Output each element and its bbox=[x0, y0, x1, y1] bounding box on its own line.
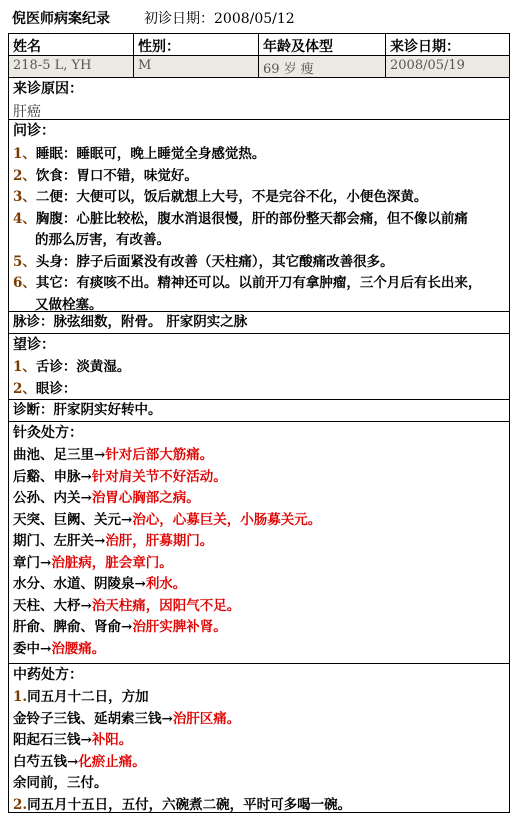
inquiry-item: 4、胸腹：心脏比较松，腹水消退很慢，肝的部份整天都会痛，但不像以前痛 bbox=[13, 210, 468, 227]
observation-item: 1、舌诊：淡黄湿。 bbox=[13, 359, 131, 375]
acupuncture-item: 曲池、足三里→针对后部大筋痛。 bbox=[13, 447, 214, 463]
observation-section bbox=[9, 334, 509, 400]
age-header: 年龄及体型 bbox=[259, 34, 386, 55]
arrow-icon: → bbox=[80, 732, 92, 748]
herb-item: 金铃子三钱、延胡索三钱→治肝区痛。 bbox=[13, 710, 241, 727]
arrow-icon: → bbox=[80, 490, 92, 506]
acupuncture-item: 水分、水道、阴陵泉→利水。 bbox=[13, 576, 187, 592]
arrow-icon: → bbox=[121, 511, 133, 528]
arrow-icon: → bbox=[134, 576, 146, 592]
acupuncture-item: 章门→治脏病，脏会章门。 bbox=[13, 554, 173, 571]
arrow-icon: → bbox=[94, 533, 106, 549]
patient-id: 218-5 L, YH bbox=[9, 56, 134, 77]
inquiry-label: 问诊： bbox=[13, 123, 55, 139]
arrow-icon: → bbox=[40, 554, 52, 571]
inquiry-item: 6、其它：有痰咳不出。精神还可以。以前开刀有拿肿瘤，三个月后有长出来， bbox=[13, 275, 482, 291]
observation-label: 望诊： bbox=[13, 337, 55, 353]
arrow-icon: → bbox=[80, 597, 92, 614]
arrow-icon: → bbox=[121, 619, 133, 635]
inquiry-item: 5、头身：脖子后面紧没有改善（天柱痛），其它酸痛改善很多。 bbox=[13, 253, 394, 270]
arrow-icon: → bbox=[94, 447, 106, 463]
arrow-icon: → bbox=[40, 640, 52, 657]
inquiry-item: 2、饮食：胃口不错，味觉好。 bbox=[13, 167, 198, 184]
record-table bbox=[8, 33, 510, 813]
acupuncture-item: 期门、左肝关→治肝，肝募期门。 bbox=[13, 533, 214, 549]
reason-value: 肝癌 bbox=[13, 104, 41, 120]
herb-item: 1.同五月十二日，方加 bbox=[13, 689, 149, 705]
diagnosis-section bbox=[9, 400, 509, 422]
patient-age: 69 岁 瘦 bbox=[259, 56, 386, 77]
pulse-text: 脉诊：脉弦细数，附骨。 肝家阴实之脉 bbox=[13, 314, 248, 330]
acupuncture-item: 公孙、内关→治胃心胸部之病。 bbox=[13, 490, 200, 506]
acupuncture-item: 委中→治腰痛。 bbox=[13, 640, 106, 657]
herbs-section bbox=[9, 664, 509, 814]
diagnosis-text: 诊断：肝家阴实好转中。 bbox=[13, 402, 162, 418]
arrow-icon: → bbox=[67, 753, 79, 770]
herb-item: 2.同五月十五日，五付，六碗煮二碗，平时可多喝一碗。 bbox=[13, 796, 352, 813]
herb-item: 白芍五钱→化瘀止痛。 bbox=[13, 753, 146, 770]
first-visit-date: 2008/05/12 bbox=[214, 11, 295, 27]
patient-values-row bbox=[9, 56, 509, 78]
pulse-section bbox=[9, 312, 509, 334]
acupuncture-item: 天突、巨阙、关元→治心，心募巨关，小肠募关元。 bbox=[13, 511, 322, 528]
acupuncture-label: 针灸处方： bbox=[13, 425, 83, 441]
visit-date: 2008/05/19 bbox=[390, 58, 465, 73]
acupuncture-item: 肝俞、脾俞、肾俞→治肝实脾补肾。 bbox=[13, 619, 227, 635]
first-visit-label: 初诊日期： bbox=[144, 11, 214, 27]
herb-item: 余同前，三付。 bbox=[13, 775, 108, 791]
acupuncture-section bbox=[9, 422, 509, 664]
name-header: 姓名 bbox=[9, 34, 134, 55]
inquiry-item: 1、睡眠：睡眠可，晚上睡觉全身感觉热。 bbox=[13, 146, 266, 162]
reason-label: 来诊原因： bbox=[13, 81, 83, 97]
sex-header: 性别： bbox=[134, 34, 259, 55]
record-title-bar bbox=[12, 8, 295, 28]
arrow-icon: → bbox=[80, 468, 92, 485]
inquiry-item-continued: 的那么厉害，有改善。 bbox=[35, 232, 170, 248]
inquiry-item: 3、二便：大便可以，饭后就想上大号，不是完谷不化，小便色深黄。 bbox=[13, 189, 428, 205]
patient-header-row bbox=[9, 34, 509, 56]
herbs-label: 中药处方： bbox=[13, 667, 83, 683]
visit-date-header: 来诊日期： bbox=[390, 39, 460, 55]
record-title: 倪医师病案纪录 bbox=[12, 11, 110, 27]
observation-item: 2、眼诊： bbox=[13, 380, 77, 397]
arrow-icon: → bbox=[161, 710, 173, 727]
inquiry-item-continued: 又做栓塞。 bbox=[35, 296, 103, 313]
herb-item: 阳起石三钱→补阳。 bbox=[13, 732, 133, 748]
acupuncture-item: 天柱、大杼→治天柱痛，因阳气不足。 bbox=[13, 597, 241, 614]
reason-section bbox=[9, 78, 509, 120]
inquiry-section bbox=[9, 120, 509, 312]
patient-sex: M bbox=[134, 56, 259, 77]
acupuncture-item: 后谿、申脉→针对肩关节不好活动。 bbox=[13, 468, 227, 485]
